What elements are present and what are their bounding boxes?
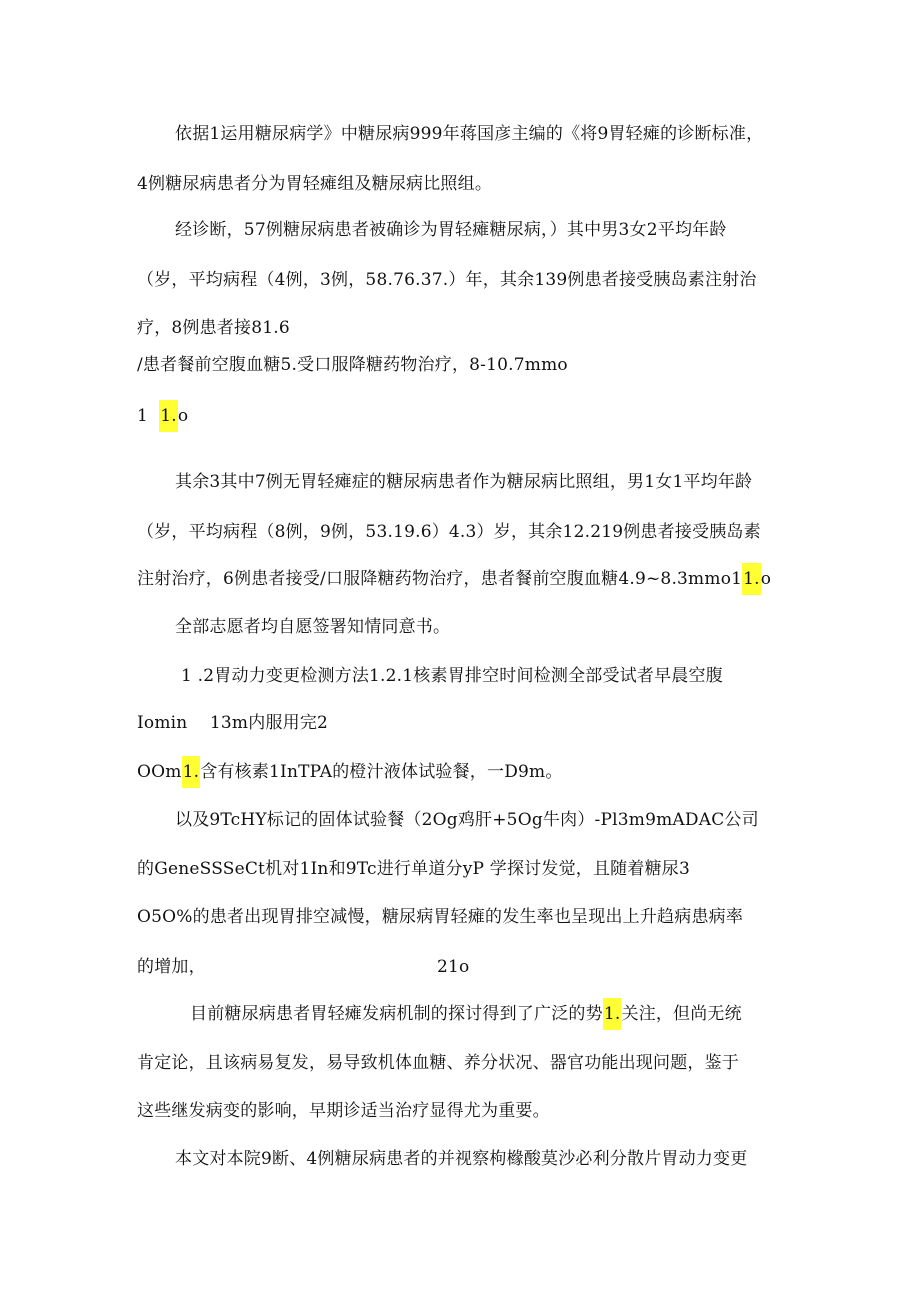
text-line: 经诊断，57例糖尿病患者被确诊为胃轻瘫糖尿病，）其中男3女2平均年龄 [175, 220, 727, 240]
text-line: 全部志愿者均自愿签署知情同意书。 [175, 617, 451, 637]
text-line: O5O%的患者出现胃排空减慢，糖尿病胃轻瘫的发生率也呈现出上升趋病患病率 [137, 907, 744, 927]
text-line: 依据1运用糖尿病学》中糖尿病999年蒋国彦主编的《将9胃轻瘫的诊断标准， [175, 124, 764, 144]
text-line: 的增加， [137, 957, 206, 977]
text-line: 目前糖尿病患者胃轻瘫发病机制的探讨得到了广泛的势1.关注，但尚无统 [190, 1002, 742, 1026]
text-line: （岁，平均病程（4例，3例，58.76.37.）年，其余139例患者接受胰岛素注射治 [137, 270, 757, 290]
text-line: 其余3其中7例无胃轻瘫症的糖尿病患者作为糖尿病比照组，男1女1平均年龄 [175, 472, 753, 492]
text-line: 21o [437, 957, 470, 977]
text-line: 1 1.o [137, 404, 188, 428]
highlight-mark: 1. [603, 998, 622, 1030]
text-line: 本文对本院9断、4例糖尿病患者的并视察枸橼酸莫沙必利分散片胃动力变更 [175, 1149, 748, 1169]
highlight-mark: 1. [182, 756, 201, 788]
text-line: 注射治疗，6例患者接受/口服降糖药物治疗，患者餐前空腹血糖4.9~8.3mmo11.o [137, 567, 771, 591]
text-line: 4例糖尿病患者分为胃轻瘫组及糖尿病比照组。 [137, 174, 493, 194]
text-line: 疗，8例患者接81.6 [137, 318, 290, 338]
text-line: 1 .2胃动力变更检测方法1.2.1核素胃排空时间检测全部受试者早晨空腹 [181, 666, 723, 686]
text-line: Iomin 13m内服用完2 [137, 713, 329, 733]
text-line: （岁，平均病程（8例，9例，53.19.6）4.3）岁，其余12.219例患者接受胰岛素 [137, 522, 761, 542]
text-line: /患者餐前空腹血糖5.受口服降糖药物治疗，8-10.7mmo [137, 355, 568, 375]
text-line: 以及9TcHY标记的固体试验餐（2Og鸡肝+5Og牛肉）-Pl3m9mADAC公司 [175, 810, 759, 830]
highlight-mark: 1. [742, 563, 761, 595]
text-line: 这些继发病变的影响，早期诊适当治疗显得尤为重要。 [137, 1101, 550, 1121]
text-line: 肯定论，且该病易复发，易导致机体血糖、养分状况、器官功能出现问题，鉴于 [137, 1053, 739, 1073]
highlight-mark: 1. [159, 400, 178, 432]
text-line: 的GeneSSSeCt机对1In和9Tc进行单道分yP 学探讨发觉，且随着糖尿3 [137, 859, 690, 879]
text-line: OOm1.含有核素1InTPA的橙汁液体试验餐，一D9m。 [137, 760, 563, 784]
